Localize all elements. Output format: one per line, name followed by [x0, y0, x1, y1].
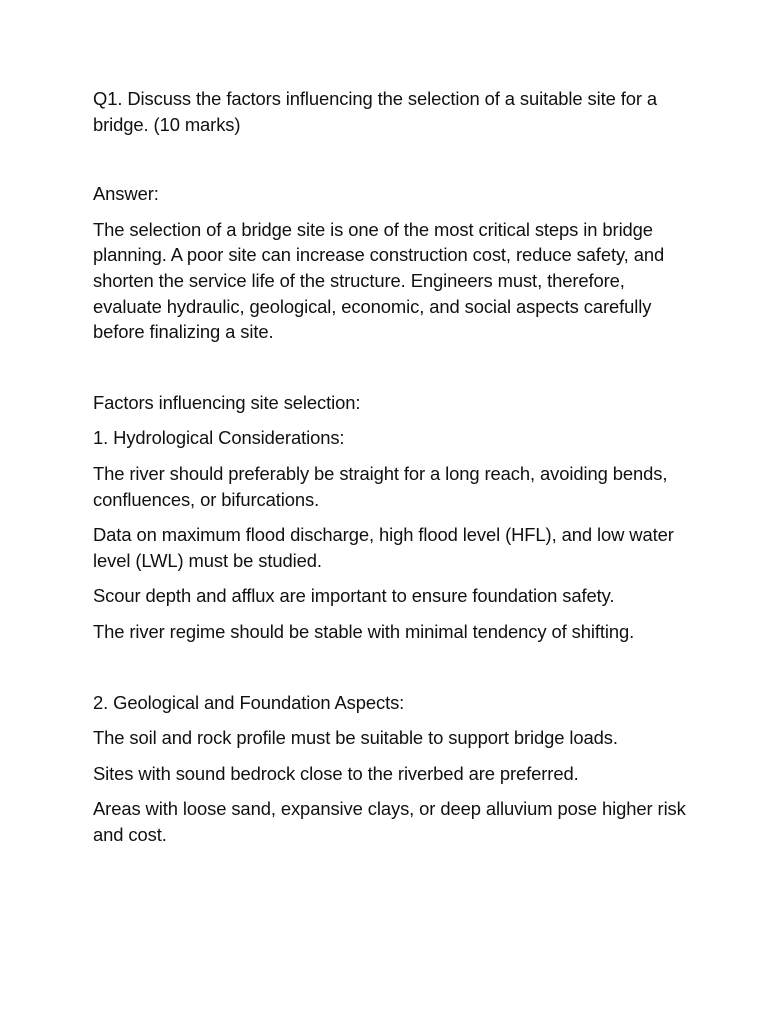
section-2-point-1: The soil and rock profile must be suitable to support bridge loads. [93, 727, 618, 749]
section-1-point-3: Scour depth and afflux are important to ensure foundation safety. [93, 585, 615, 607]
question-text: Q1. Discuss the factors influencing the selection of a suitable site for a bridge. (10 marks) [93, 88, 658, 135]
section-2-point-2: Sites with sound bedrock close to the riverbed are preferred. [93, 762, 579, 784]
section-2-heading: 2. Geological and Foundation Aspects: [93, 691, 405, 713]
section-2-point-3: Areas with loose sand, expansive clays, or deep alluvium pose higher risk and cost. [93, 798, 686, 845]
section-1-point-2: Data on maximum flood discharge, high flood level (HFL), and low water level (LWL) must be studied. [93, 524, 674, 571]
section-1-heading: 1. Hydrological Considerations: [93, 427, 345, 449]
section-1-point-1: The river should preferably be straight for a long reach, avoiding bends, confluences, or bifurcations. [93, 462, 668, 510]
answer-label: Answer: [93, 183, 159, 205]
factors-heading: Factors influencing site selection: [93, 391, 361, 413]
intro-paragraph: The selection of a bridge site is one of the most critical steps in bridge planning. A poor site can increase construction cost, reduce safety, and shorten the service life of the structure. Engineers must, therefore, evaluate hydraulic, geological, economic, and social aspects carefully before finalizing a site. [93, 218, 665, 343]
section-1-point-4: The river regime should be stable with minimal tendency of shifting. [93, 620, 635, 642]
document-page [93, 86, 693, 847]
